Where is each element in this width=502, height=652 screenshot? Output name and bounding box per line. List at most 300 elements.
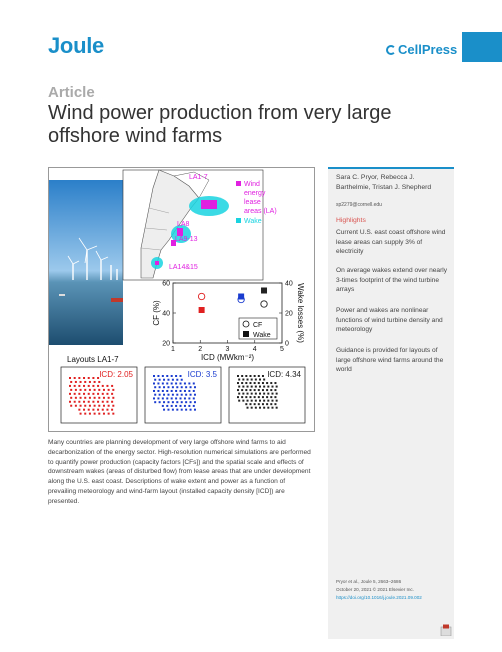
turbine-mark	[274, 403, 276, 405]
turbine-mark	[242, 393, 244, 395]
turbine-mark	[270, 382, 272, 384]
highlight-item: On average wakes extend over nearly 3-times footprint of the wind turbine arrays	[336, 267, 448, 294]
turbine-mark	[245, 375, 247, 377]
turbine-mark	[97, 385, 99, 387]
turbine-mark	[103, 413, 105, 415]
turbine-mark	[159, 386, 161, 388]
turbine-mark	[70, 397, 72, 399]
turbine-mark	[263, 400, 265, 402]
turbine-mark	[154, 401, 156, 403]
turbine-mark	[263, 407, 265, 409]
turbine-mark	[245, 382, 247, 384]
turbine-mark	[167, 386, 169, 388]
highlight-item: Power and wakes are nonlinear functions of wind turbine density and meteorology	[336, 307, 443, 334]
layout-icd-label: ICD: 2.05	[99, 370, 133, 379]
turbine-mark	[98, 397, 100, 399]
turbine-mark	[188, 397, 190, 399]
turbine-mark	[166, 382, 168, 384]
turbine-mark	[102, 401, 104, 403]
turbine-mark	[190, 394, 192, 396]
turbine-mark	[263, 386, 265, 388]
turbine-mark	[111, 393, 113, 395]
turbine-mark	[78, 409, 80, 411]
turbine-mark	[89, 381, 91, 383]
turbine-mark	[255, 379, 257, 381]
turbine-mark	[180, 390, 182, 392]
turbine-mark	[97, 401, 99, 403]
turbine-mark	[159, 379, 161, 381]
turbine-mark	[194, 401, 196, 403]
check-for-updates-icon[interactable]	[440, 624, 452, 636]
turbine-mark	[98, 381, 100, 383]
turbine-mark	[166, 375, 168, 377]
turbine-mark	[258, 389, 260, 391]
turbine-mark	[249, 375, 251, 377]
turbine-mark	[193, 382, 195, 384]
turbine-mark	[171, 405, 173, 407]
turbine-mark	[162, 375, 164, 377]
turbine-mark	[94, 405, 96, 407]
turbine-mark	[176, 401, 178, 403]
turbine-mark	[162, 397, 164, 399]
turbine-mark	[259, 400, 261, 402]
turbine-mark	[69, 377, 71, 379]
turbine-mark	[188, 405, 190, 407]
turbine-mark	[267, 400, 269, 402]
turbine-mark	[94, 389, 96, 391]
turbine-mark	[102, 385, 104, 387]
turbine-mark	[194, 409, 196, 411]
turbine-mark	[242, 400, 244, 402]
legend-wake-label: Wake	[244, 218, 262, 225]
turbine-mark	[80, 389, 82, 391]
turbine-mark	[74, 377, 76, 379]
turbine-mark	[184, 397, 186, 399]
turbine-mark	[175, 397, 177, 399]
x-tick-label: 3	[225, 346, 230, 353]
turbine-mark	[69, 401, 71, 403]
turbine-mark	[176, 386, 178, 388]
turbine-mark	[162, 382, 164, 384]
turbine-mark	[263, 393, 265, 395]
y-tick-label: 40	[162, 310, 170, 318]
turbine-mark	[271, 400, 273, 402]
wake-point	[238, 294, 244, 300]
turbine-mark	[276, 400, 278, 402]
turbine-mark	[270, 389, 272, 391]
turbine-mark	[154, 379, 156, 381]
cf-wake-chart	[152, 281, 305, 363]
turbine-mark	[112, 413, 114, 415]
turbine-mark	[237, 375, 239, 377]
turbine-mark	[237, 396, 239, 398]
turbine-mark	[247, 386, 249, 388]
turbine-mark	[185, 394, 187, 396]
turbine-mark	[75, 389, 77, 391]
turbine-mark	[259, 407, 261, 409]
turbine-mark	[258, 403, 260, 405]
y2-tick-label: 20	[285, 310, 293, 318]
article-type: Article	[48, 84, 95, 101]
legend-wake-label: Wake	[253, 332, 271, 339]
turbine-mark	[181, 379, 183, 381]
turbine-mark	[267, 393, 269, 395]
turbine-mark	[271, 407, 273, 409]
turbine-mark	[185, 401, 187, 403]
turbine-mark	[94, 381, 96, 383]
turbine-mark	[245, 389, 247, 391]
turbine-mark	[193, 405, 195, 407]
cellpress-icon	[386, 45, 396, 55]
x-tick-label: 1	[171, 346, 175, 353]
turbine-mark	[175, 405, 177, 407]
turbine-mark	[167, 401, 169, 403]
turbine-mark	[255, 386, 257, 388]
turbine-mark	[153, 375, 155, 377]
turbine-mark	[92, 401, 94, 403]
turbine-mark	[190, 401, 192, 403]
map-label-la1-7: LA1-7	[189, 174, 208, 181]
turbine-mark	[188, 390, 190, 392]
turbine-mark	[175, 375, 177, 377]
turbine-mark	[259, 393, 261, 395]
turbine-mark	[266, 389, 268, 391]
turbine-mark	[262, 396, 264, 398]
turbine-mark	[251, 379, 253, 381]
turbine-mark	[88, 409, 90, 411]
turbine-mark	[163, 409, 165, 411]
cellpress-logo: CellPress	[386, 42, 457, 57]
turbine-mark	[254, 389, 256, 391]
turbine-mark	[75, 397, 77, 399]
turbine-mark	[111, 409, 113, 411]
turbine-mark	[84, 397, 86, 399]
turbine-mark	[162, 390, 164, 392]
turbine-mark	[162, 405, 164, 407]
turbine-mark	[249, 403, 251, 405]
turbine-mark	[159, 394, 161, 396]
turbine-mark	[255, 400, 257, 402]
layout-panels	[61, 367, 305, 423]
turbine-mark	[103, 405, 105, 407]
turbine-mark	[247, 379, 249, 381]
turbine-mark	[154, 386, 156, 388]
turbine-mark	[247, 400, 249, 402]
turbine-mark	[262, 382, 264, 384]
turbine-mark	[102, 409, 104, 411]
turbine-mark	[108, 405, 110, 407]
turbine-mark	[258, 396, 260, 398]
turbine-mark	[157, 390, 159, 392]
turbine-mark	[176, 379, 178, 381]
turbine-mark	[241, 382, 243, 384]
turbine-mark	[112, 389, 114, 391]
turbine-mark	[70, 381, 72, 383]
legend-wake-marker	[243, 331, 249, 337]
turbine-mark	[184, 390, 186, 392]
layouts-title: Layouts LA1-7	[67, 355, 119, 364]
turbine-mark	[241, 396, 243, 398]
turbine-mark	[238, 386, 240, 388]
turbine-mark	[78, 377, 80, 379]
turbine-mark	[106, 409, 108, 411]
turbine-mark	[163, 394, 165, 396]
turbine-mark	[166, 397, 168, 399]
wind-farm-photo	[49, 180, 123, 345]
turbine-mark	[194, 386, 196, 388]
turbine-mark	[259, 379, 261, 381]
turbine-mark	[98, 413, 100, 415]
turbine-mark	[78, 393, 80, 395]
turbine-mark	[171, 382, 173, 384]
turbine-mark	[88, 385, 90, 387]
turbine-mark	[80, 405, 82, 407]
y2-tick-label: 0	[285, 340, 289, 348]
turbine-mark	[78, 401, 80, 403]
turbine-mark	[270, 396, 272, 398]
turbine-mark	[262, 389, 264, 391]
turbine-mark	[251, 407, 253, 409]
turbine-mark	[254, 396, 256, 398]
turbine-mark	[89, 405, 91, 407]
turbine-mark	[74, 393, 76, 395]
citation-line: Pryor et al., Joule 5, 2663–2686	[336, 579, 402, 584]
turbine-mark	[83, 401, 85, 403]
turbine-mark	[267, 386, 269, 388]
turbine-mark	[70, 405, 72, 407]
turbine-mark	[276, 386, 278, 388]
turbine-mark	[94, 397, 96, 399]
turbine-mark	[84, 405, 86, 407]
highlight-item: Guidance is provided for layouts of large offshore wind farms around the world	[336, 347, 444, 374]
turbine-mark	[89, 397, 91, 399]
turbine-mark	[84, 389, 86, 391]
turbine-mark	[255, 393, 257, 395]
header-blue-block	[462, 32, 502, 62]
wake-point	[261, 288, 267, 294]
turbine-mark	[97, 409, 99, 411]
turbine-mark	[193, 390, 195, 392]
turbine-mark	[190, 409, 192, 411]
abstract: Many countries are planning development of very large offshore wind farms to aid decarbonization of the energy sector. High-resolution numerical simulations are performed to quantify power production (capacity factors [CFs]) and the spatial scale and effects of downstream wakes (areas of disturbed flow) from lease areas that are under development along the U.S. east coast. Descriptions of wake extent and power as a function of prevailing meteorology and wind-farm layout (installed capacity density [ICD]) are presented.	[48, 439, 311, 505]
turbine-mark	[163, 386, 165, 388]
turbine-mark	[274, 382, 276, 384]
paper-title: Wind power production from very large offshore wind farms	[48, 102, 392, 147]
turbine-mark	[185, 386, 187, 388]
turbine-mark	[153, 382, 155, 384]
turbine-mark	[245, 396, 247, 398]
turbine-mark	[69, 393, 71, 395]
turbine-mark	[181, 394, 183, 396]
turbine-mark	[266, 382, 268, 384]
turbine-mark	[184, 405, 186, 407]
turbine-mark	[254, 382, 256, 384]
turbine-mark	[92, 385, 94, 387]
turbine-mark	[75, 405, 77, 407]
turbine-mark	[247, 393, 249, 395]
turbine-mark	[69, 385, 71, 387]
turbine-mark	[157, 397, 159, 399]
turbine-mark	[266, 403, 268, 405]
turbine-mark	[241, 375, 243, 377]
turbine-mark	[163, 401, 165, 403]
y2-axis-label: Wake losses (%)	[296, 283, 305, 343]
turbine-mark	[171, 397, 173, 399]
turbine-mark	[190, 386, 192, 388]
turbine-mark	[171, 390, 173, 392]
turbine-mark	[159, 401, 161, 403]
map-label-la9-13: LA9-13	[175, 236, 198, 243]
turbine-mark	[108, 389, 110, 391]
wake-point	[199, 307, 205, 313]
turbine-mark	[238, 400, 240, 402]
turbine-mark	[176, 394, 178, 396]
legend-lease-label: Wind energy lease areas (LA)	[244, 181, 277, 215]
turbine-mark	[238, 379, 240, 381]
authors: Sara C. Pryor, Rebecca J. Barthelmie, Tristan J. Shepherd	[336, 174, 432, 192]
turbine-mark	[80, 381, 82, 383]
layout-icd-label: ICD: 3.5	[187, 370, 217, 379]
turbine-mark	[180, 405, 182, 407]
turbine-mark	[237, 389, 239, 391]
turbine-mark	[167, 394, 169, 396]
turbine-mark	[92, 409, 94, 411]
turbine-mark	[167, 379, 169, 381]
turbine-mark	[271, 386, 273, 388]
corresponding-email[interactable]: sp2279@cornell.edu	[336, 202, 382, 208]
turbine-mark	[247, 407, 249, 409]
turbine-mark	[74, 385, 76, 387]
turbine-mark	[102, 393, 104, 395]
turbine-mark	[97, 393, 99, 395]
turbine-mark	[171, 375, 173, 377]
turbine-mark	[84, 413, 86, 415]
turbine-mark	[251, 393, 253, 395]
turbine-mark	[181, 401, 183, 403]
turbine-mark	[254, 403, 256, 405]
turbine-mark	[238, 393, 240, 395]
turbine-mark	[193, 397, 195, 399]
turbine-mark	[167, 409, 169, 411]
turbine-mark	[153, 390, 155, 392]
turbine-mark	[78, 385, 80, 387]
turbine-mark	[172, 394, 174, 396]
turbine-mark	[98, 405, 100, 407]
doi-link[interactable]: https://doi.org/10.1016/j.joule.2021.09.002	[336, 595, 422, 600]
turbine-mark	[166, 405, 168, 407]
turbine-mark	[251, 400, 253, 402]
turbine-mark	[245, 403, 247, 405]
y2-tick-label: 40	[285, 280, 293, 288]
turbine-mark	[98, 389, 100, 391]
highlight-item: Current U.S. east coast offshore wind lease areas can supply 3% of electricity	[336, 229, 446, 256]
x-tick-label: 5	[280, 346, 284, 353]
turbine-mark	[97, 377, 99, 379]
turbine-mark	[89, 389, 91, 391]
turbine-mark	[111, 385, 113, 387]
y-tick-label: 20	[162, 340, 170, 348]
map-label-la8: LA8	[177, 221, 190, 228]
turbine-mark	[83, 393, 85, 395]
x-tick-label: 4	[252, 346, 257, 353]
turbine-mark	[249, 396, 251, 398]
turbine-mark	[83, 409, 85, 411]
turbine-mark	[108, 413, 110, 415]
turbine-mark	[172, 386, 174, 388]
turbine-mark	[154, 394, 156, 396]
turbine-mark	[92, 377, 94, 379]
turbine-mark	[83, 385, 85, 387]
turbine-mark	[270, 403, 272, 405]
turbine-mark	[180, 382, 182, 384]
turbine-mark	[103, 397, 105, 399]
turbine-mark	[254, 375, 256, 377]
turbine-mark	[166, 390, 168, 392]
turbine-mark	[88, 393, 90, 395]
y-tick-label: 60	[162, 280, 170, 288]
turbine-mark	[258, 382, 260, 384]
turbine-mark	[249, 389, 251, 391]
turbine-mark	[112, 397, 114, 399]
turbine-mark	[180, 397, 182, 399]
turbine-mark	[70, 389, 72, 391]
turbine-mark	[181, 409, 183, 411]
turbine-mark	[276, 407, 278, 409]
turbine-mark	[172, 409, 174, 411]
turbine-mark	[181, 386, 183, 388]
turbine-mark	[74, 401, 76, 403]
map-label-la14-15: LA14&15	[169, 264, 198, 271]
turbine-mark	[237, 382, 239, 384]
turbine-mark	[172, 379, 174, 381]
turbine-mark	[276, 393, 278, 395]
turbine-mark	[106, 401, 108, 403]
lease-area-map	[123, 170, 277, 280]
turbine-mark	[80, 413, 82, 415]
legend-cf-label: CF	[253, 322, 263, 329]
turbine-mark	[112, 405, 114, 407]
turbine-mark	[172, 401, 174, 403]
citation-date: October 20, 2021 © 2021 Elsevier Inc.	[336, 587, 414, 592]
turbine-mark	[163, 379, 165, 381]
turbine-mark	[175, 382, 177, 384]
turbine-mark	[75, 381, 77, 383]
y-axis-label: CF (%)	[152, 300, 161, 326]
turbine-mark	[185, 409, 187, 411]
turbine-mark	[92, 393, 94, 395]
graphical-abstract-svg	[49, 168, 314, 431]
turbine-mark	[271, 393, 273, 395]
x-axis-label: ICD (MWkm⁻²)	[200, 353, 255, 362]
turbine-mark	[251, 386, 253, 388]
turbine-mark	[106, 385, 108, 387]
turbine-mark	[111, 401, 113, 403]
legend-lease-swatch	[236, 181, 241, 186]
turbine-mark	[184, 382, 186, 384]
turbine-mark	[80, 397, 82, 399]
turbine-mark	[258, 375, 260, 377]
highlights-heading: Highlights	[336, 217, 366, 224]
turbine-mark	[175, 390, 177, 392]
turbine-mark	[266, 396, 268, 398]
turbine-mark	[94, 413, 96, 415]
legend-wake-swatch	[236, 218, 241, 223]
journal-logo: Joule	[48, 33, 104, 58]
turbine-mark	[180, 375, 182, 377]
turbine-mark	[106, 393, 108, 395]
turbine-mark	[242, 386, 244, 388]
turbine-mark	[153, 397, 155, 399]
